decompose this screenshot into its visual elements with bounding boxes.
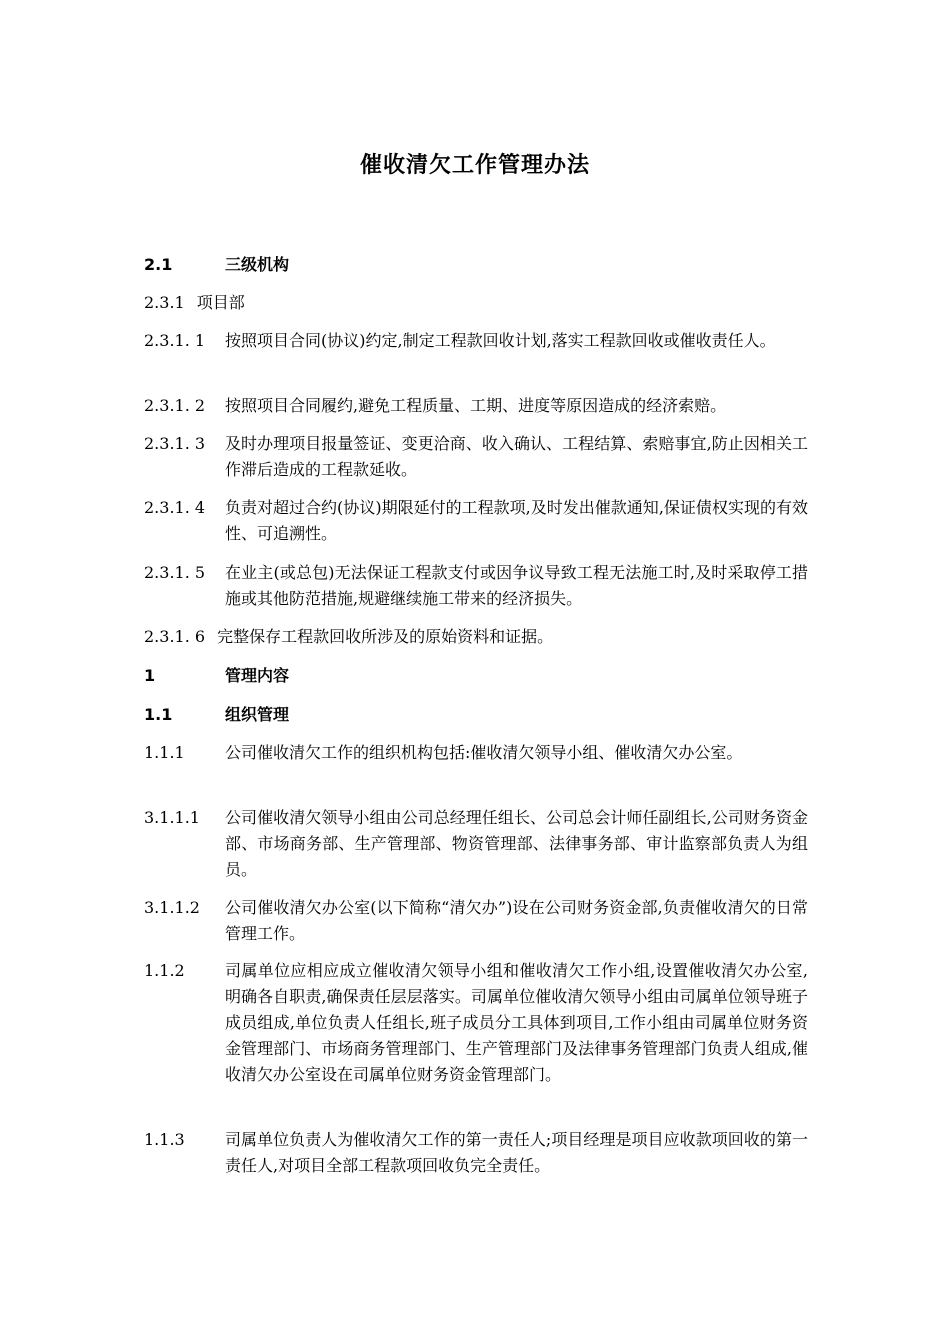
paragraph-3-1-1-1 [144, 805, 808, 883]
subsection-number: 2.3.1 [144, 293, 185, 312]
item-text: 按照项目合同(协议)约定,制定工程款回收计划,落实工程款回收或催收责任人。 [225, 331, 776, 350]
item-text: 按照项目合同履约,避免工程质量、工期、进度等原因造成的经济索赔。 [225, 396, 727, 415]
list-item [144, 328, 808, 354]
section-heading-1 [144, 663, 808, 689]
paragraph-number: 1.1.3 [144, 1130, 185, 1149]
paragraph-text: 司属单位应相应成立催收清欠领导小组和催收清欠工作小组,设置催收清欠办公室,明确各自职责,确保责任层层落实。司属单位催收清欠领导小组由司属单位领导班子成员组成,单位负责人任组长,班子成员分工具体到项目,工作小组由司属单位财务资金管理部门、市场商务管理部门、生产管理部门及法律事务管理部门负责人组成,催收清欠办公室设在司属单位财务资金管理部门。 [225, 961, 808, 1084]
item-number: 2.3.1. 6 [144, 627, 206, 646]
paragraph-number: 1.1.1 [144, 743, 185, 762]
paragraph-number: 3.1.1.1 [144, 808, 200, 827]
document-title: 催收清欠工作管理办法 [359, 153, 590, 178]
item-number: 2.3.1. 1 [144, 331, 206, 350]
list-item [144, 393, 808, 419]
paragraph-1-1-1 [144, 740, 808, 766]
section-number: 1.1 [144, 705, 173, 724]
item-text: 在业主(或总包)无法保证工程款支付或因争议导致工程无法施工时,及时采取停工措施或其他防范措施,规避继续施工带来的经济损失。 [225, 563, 808, 608]
paragraph-number: 1.1.2 [144, 961, 185, 980]
list-item [144, 495, 808, 547]
section-number: 1 [144, 666, 156, 685]
item-text: 完整保存工程款回收所涉及的原始资料和证据。 [217, 627, 554, 646]
item-number: 2.3.1. 3 [144, 434, 206, 453]
section-number: 2.1 [144, 255, 173, 274]
item-number: 2.3.1. 5 [144, 563, 206, 582]
paragraph-3-1-1-2 [144, 895, 808, 947]
paragraph-1-1-2 [144, 958, 808, 1088]
paragraph-1-1-3 [144, 1127, 808, 1179]
section-title: 管理内容 [225, 666, 290, 685]
item-number: 2.3.1. 4 [144, 498, 206, 517]
paragraph-text: 公司催收清欠办公室(以下简称“清欠办”)设在公司财务资金部,负责催收清欠的日常管理工作。 [225, 898, 808, 943]
list-item-inline [144, 624, 553, 650]
list-item [144, 560, 808, 612]
paragraph-number: 3.1.1.2 [144, 898, 200, 917]
item-number: 2.3.1. 2 [144, 396, 206, 415]
paragraph-text: 公司催收清欠领导小组由公司总经理任组长、公司总会计师任副组长,公司财务资金部、市场商务部、生产管理部、物资管理部、法律事务部、审计监察部负责人为组员。 [225, 808, 808, 879]
item-text: 负责对超过合约(协议)期限延付的工程款项,及时发出催款通知,保证债权实现的有效性、可追溯性。 [225, 498, 808, 543]
paragraph-text: 司属单位负责人为催收清欠工作的第一责任人;项目经理是项目应收款项回收的第一责任人,对项目全部工程款项回收负完全责任。 [225, 1130, 808, 1175]
paragraph-text: 公司催收清欠工作的组织机构包括:催收清欠领导小组、催收清欠办公室。 [225, 743, 743, 762]
section-title: 组织管理 [225, 705, 290, 724]
list-item [144, 431, 808, 483]
subsection-2-3-1 [144, 290, 245, 316]
section-heading-1-1 [144, 702, 808, 728]
subsection-title: 项目部 [196, 293, 245, 312]
item-text: 及时办理项目报量签证、变更洽商、收入确认、工程结算、索赔事宜,防止因相关工作滞后造成的工程款延收。 [225, 434, 808, 479]
section-heading-2-1 [144, 252, 808, 278]
section-title: 三级机构 [225, 255, 290, 274]
